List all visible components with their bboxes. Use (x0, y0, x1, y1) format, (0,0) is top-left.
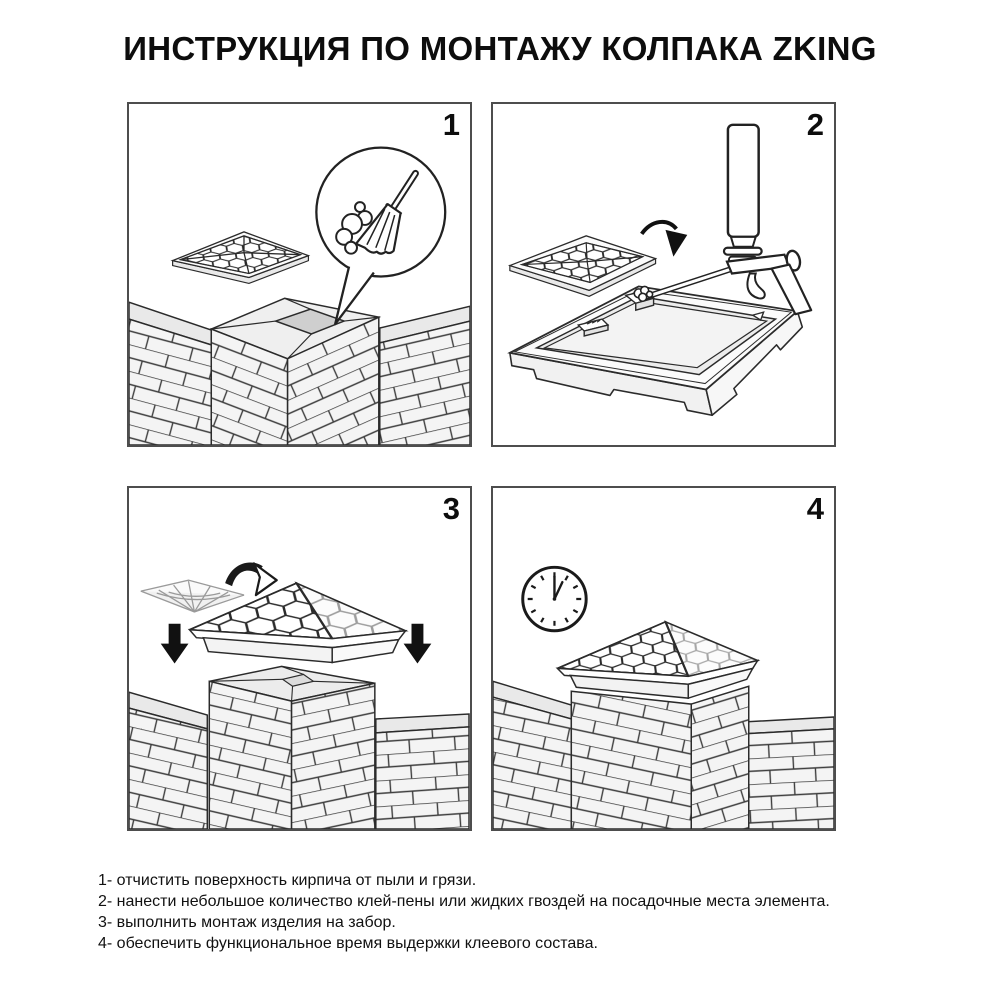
step-text-2: 2- нанести небольшое количество клей-пены или жидких гвоздей на посадочные места элемента. (98, 893, 830, 910)
brick-pillar (571, 686, 748, 829)
cap-underside-tray (510, 286, 802, 415)
flip-arrow-icon (225, 562, 277, 595)
down-arrow-right (404, 624, 432, 664)
scene-mount-cap (129, 488, 470, 829)
step-number-4: 4 (806, 491, 824, 526)
page-title: ИНСТРУКЦИЯ ПО МОНТАЖУ КОЛПАКА ZKING (123, 30, 877, 67)
panel-step-4 (491, 486, 836, 831)
brick-pillar-open-top (211, 298, 379, 445)
step-number-2: 2 (806, 107, 824, 142)
scene-clean-pillar (129, 104, 470, 445)
panel-step-2 (491, 102, 836, 447)
scene-apply-foam (493, 104, 834, 445)
speech-bubble (316, 148, 445, 324)
brick-wall-left (129, 302, 211, 445)
cap-top-view-small (510, 236, 656, 296)
cap-underside-small-faded (141, 580, 244, 612)
instruction-steps (98, 870, 830, 954)
step-text-1: 1- отчистить поверхность кирпича от пыли и грязи. (98, 872, 477, 889)
step-text-4: 4- обеспечить функциональное время выдержки клеевого состава. (98, 935, 598, 952)
cap-top-view (173, 232, 309, 284)
flip-arrow-icon (642, 222, 688, 257)
panel-step-3 (127, 486, 472, 831)
cap-installed (557, 622, 757, 698)
step-text-3: 3- выполнить монтаж изделия на забор. (98, 914, 396, 931)
panel-step-1 (127, 102, 472, 447)
scene-cure-time (493, 488, 834, 829)
brick-wall-left (129, 692, 207, 829)
clock-icon (523, 567, 586, 630)
step-number-3: 3 (442, 491, 460, 526)
down-arrow-left (161, 624, 189, 664)
foam-gun-icon (634, 125, 811, 314)
brick-wall-right (376, 714, 469, 829)
brick-wall-left (493, 681, 571, 829)
brick-pillar (209, 666, 375, 829)
step-number-1: 1 (442, 107, 460, 142)
brick-wall-right (380, 306, 470, 445)
